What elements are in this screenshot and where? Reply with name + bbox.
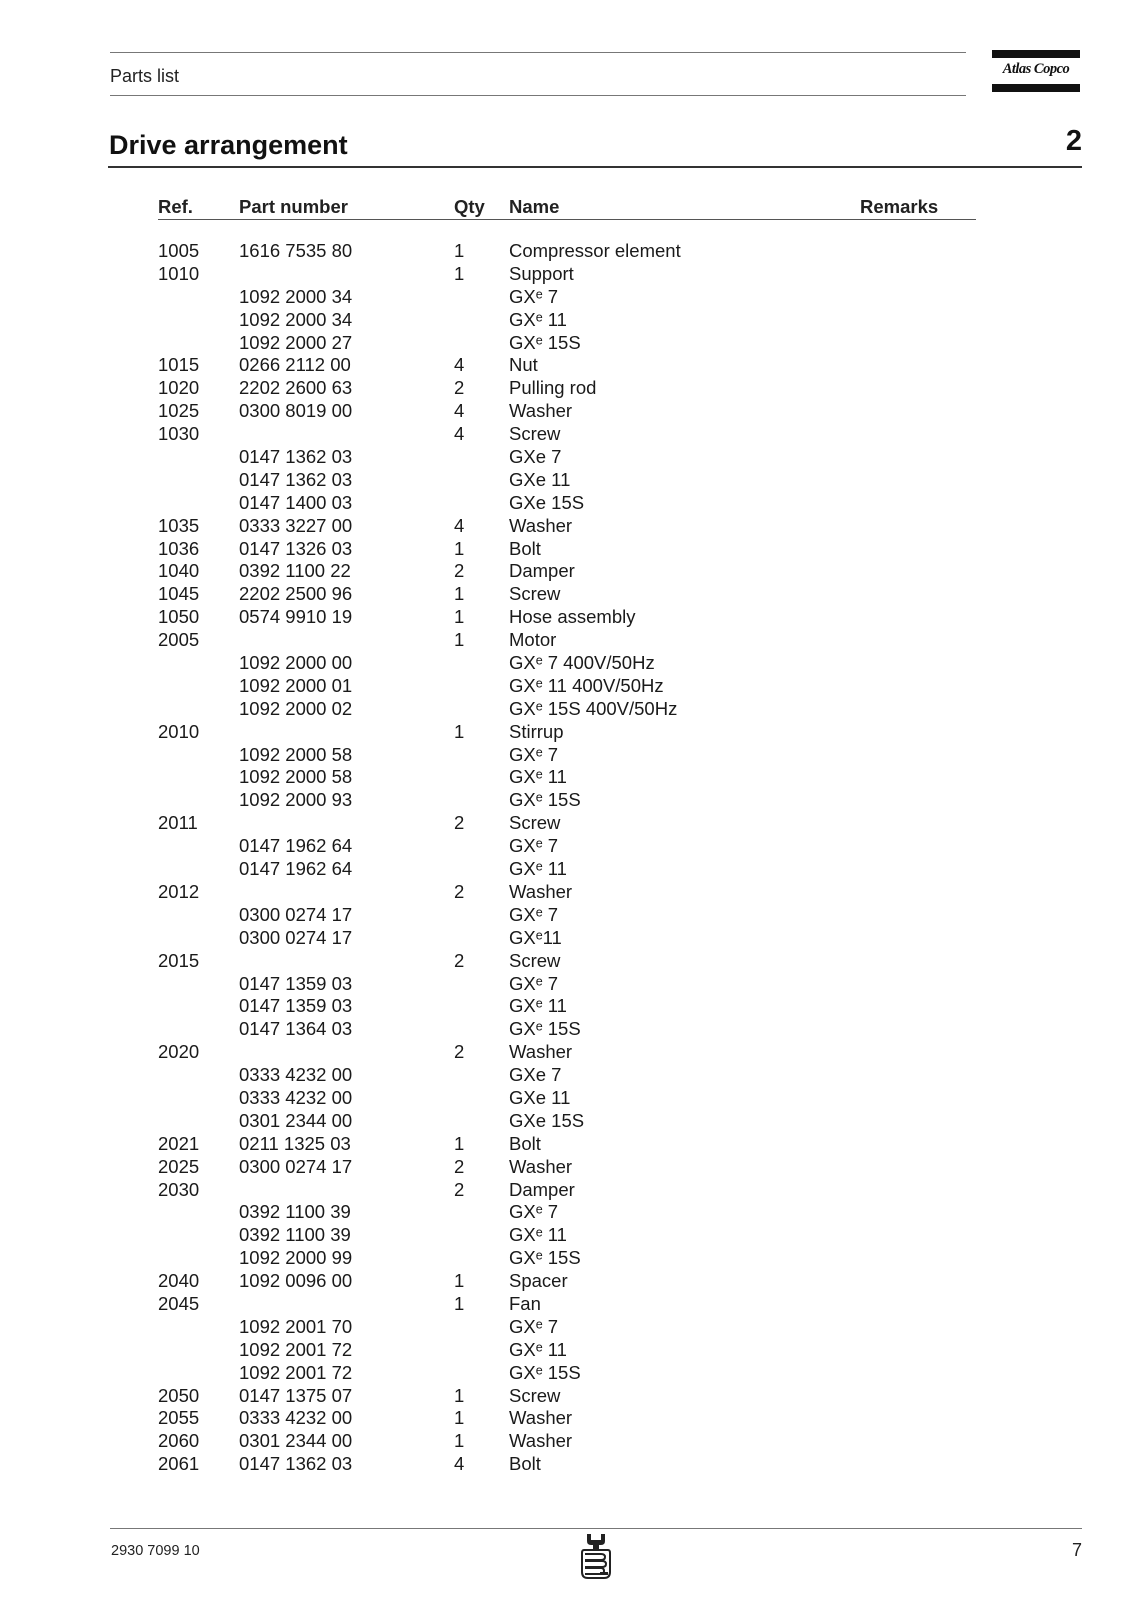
part-number-cell: 1092 2000 00 — [239, 652, 353, 674]
ref-cell: 1036 — [158, 537, 200, 559]
part-number-cell: 0147 1359 03 — [239, 995, 353, 1017]
table-row — [0, 1041, 1131, 1064]
ref-cell: 2050 — [158, 1384, 200, 1406]
part-number-cell: 1092 2000 93 — [239, 789, 353, 811]
qty-cell: 1 — [454, 240, 465, 261]
ref-cell: 1005 — [158, 240, 200, 261]
part-number-cell: 0574 9910 19 — [239, 606, 353, 628]
part-number-cell: 0266 2112 00 — [239, 354, 351, 376]
name-cell: Stirrup — [509, 720, 564, 742]
ref-cell: 1015 — [158, 354, 200, 376]
part-number-cell: 1092 2001 72 — [239, 1361, 353, 1383]
table-row — [0, 973, 1131, 996]
name-cell: GXᵉ11 — [509, 926, 562, 948]
table-row — [0, 1339, 1131, 1362]
table-row — [0, 469, 1131, 492]
atlas-copco-logo — [992, 50, 1080, 94]
part-number-cell: 0301 2344 00 — [239, 1430, 353, 1452]
name-cell: Support — [509, 262, 574, 284]
qty-cell: 2 — [454, 880, 465, 902]
ref-cell: 2021 — [158, 1132, 200, 1154]
table-row — [0, 446, 1131, 469]
table-row — [0, 675, 1131, 698]
name-cell: Screw — [509, 583, 561, 605]
table-row — [0, 400, 1131, 423]
table-row — [0, 1293, 1131, 1316]
name-cell: Screw — [509, 1384, 561, 1406]
table-row — [0, 240, 1131, 263]
name-cell: Screw — [509, 812, 561, 834]
part-number-cell: 0392 1100 39 — [239, 1201, 351, 1223]
qty-cell: 1 — [454, 537, 465, 559]
table-row — [0, 881, 1131, 904]
qty-cell: 1 — [454, 583, 465, 605]
header-bottom-rule — [110, 95, 966, 96]
name-cell: Washer — [509, 1430, 573, 1452]
column-header-ref: Ref. — [158, 196, 193, 217]
name-cell: GXᵉ 15S — [509, 1247, 581, 1269]
table-row — [0, 721, 1131, 744]
name-cell: Washer — [509, 880, 573, 902]
qty-cell: 1 — [454, 1430, 465, 1452]
name-cell: GXᵉ 7 — [509, 1201, 559, 1223]
table-row — [0, 766, 1131, 789]
name-cell: GXᵉ 11 — [509, 995, 567, 1017]
name-cell: Pulling rod — [509, 377, 597, 399]
section-rule — [108, 166, 1082, 168]
table-row — [0, 1087, 1131, 1110]
name-cell: Damper — [509, 560, 575, 582]
name-cell: Fan — [509, 1292, 541, 1314]
qty-cell: 1 — [454, 720, 465, 742]
name-cell: GXᵉ 7 — [509, 972, 559, 994]
part-number-cell: 0333 4232 00 — [239, 1086, 353, 1108]
qty-cell: 2 — [454, 560, 465, 582]
name-cell: Washer — [509, 1155, 573, 1177]
qty-cell: 2 — [454, 949, 465, 971]
table-row — [0, 1110, 1131, 1133]
ref-cell: 2040 — [158, 1270, 200, 1292]
column-header-rule — [158, 219, 976, 220]
name-cell: GXᵉ 11 — [509, 308, 567, 330]
table-row — [0, 606, 1131, 629]
column-header-remarks: Remarks — [860, 196, 939, 217]
table-row — [0, 1316, 1131, 1339]
qty-cell: 2 — [454, 1178, 465, 1200]
part-number-cell: 0300 0274 17 — [239, 926, 353, 948]
table-row — [0, 515, 1131, 538]
part-number-cell: 1092 2000 58 — [239, 743, 353, 765]
logo-top-bar — [992, 50, 1080, 58]
ref-cell: 1050 — [158, 606, 200, 628]
name-cell: Screw — [509, 949, 561, 971]
part-number-cell: 1092 2000 02 — [239, 697, 353, 719]
name-cell: GXe 15S — [509, 1109, 585, 1131]
name-cell: GXᵉ 7 — [509, 285, 559, 307]
name-cell: Screw — [509, 423, 561, 445]
part-number-cell: 1092 2000 01 — [239, 674, 353, 696]
part-number-cell: 1092 2000 27 — [239, 331, 353, 353]
ref-cell: 2025 — [158, 1155, 200, 1177]
table-row — [0, 858, 1131, 881]
part-number-cell: 0211 1325 03 — [239, 1132, 351, 1154]
table-row — [0, 1362, 1131, 1385]
table-row — [0, 789, 1131, 812]
ref-cell: 2060 — [158, 1430, 200, 1452]
parts-table — [0, 240, 1131, 1476]
name-cell: GXᵉ 15S — [509, 331, 581, 353]
part-number-cell: 0147 1364 03 — [239, 1018, 353, 1040]
name-cell: Bolt — [509, 1453, 541, 1475]
ref-cell: 1045 — [158, 583, 200, 605]
name-cell: GXe 7 — [509, 446, 562, 468]
part-number-cell: 1092 2000 34 — [239, 285, 353, 307]
table-row — [0, 812, 1131, 835]
part-number-cell: 1092 2000 58 — [239, 766, 353, 788]
table-row — [0, 1247, 1131, 1270]
name-cell: GXe 11 — [509, 468, 571, 490]
section-number: 2 — [1065, 125, 1082, 157]
table-row — [0, 950, 1131, 973]
part-number-cell: 0300 0274 17 — [239, 903, 353, 925]
qty-cell: 4 — [454, 354, 465, 376]
name-cell: GXᵉ 7 400V/50Hz — [509, 652, 655, 674]
ref-cell: 2010 — [158, 720, 200, 742]
part-number-cell: 1092 2000 34 — [239, 308, 353, 330]
table-row — [0, 309, 1131, 332]
qty-cell: 4 — [454, 423, 465, 445]
table-row — [0, 1270, 1131, 1293]
table-row — [0, 1201, 1131, 1224]
table-row — [0, 423, 1131, 446]
table-row — [0, 1453, 1131, 1476]
table-row — [0, 354, 1131, 377]
part-number-cell: 0147 1962 64 — [239, 835, 353, 857]
ref-cell: 2011 — [158, 812, 198, 834]
name-cell: Bolt — [509, 537, 541, 559]
part-number-cell: 1092 0096 00 — [239, 1270, 353, 1292]
ref-cell: 1030 — [158, 423, 200, 445]
footer-page-number: 7 — [1071, 1540, 1082, 1560]
name-cell: GXᵉ 15S — [509, 1361, 581, 1383]
part-number-cell: 0147 1362 03 — [239, 468, 353, 490]
part-number-cell: 2202 2600 63 — [239, 377, 353, 399]
part-number-cell: 0147 1359 03 — [239, 972, 353, 994]
mechanic-wrench-icon — [576, 1532, 616, 1580]
qty-cell: 1 — [454, 1384, 465, 1406]
table-row — [0, 629, 1131, 652]
qty-cell: 1 — [454, 629, 465, 651]
name-cell: Washer — [509, 514, 573, 536]
table-row — [0, 995, 1131, 1018]
table-row — [0, 904, 1131, 927]
part-number-cell: 2202 2500 96 — [239, 583, 353, 605]
table-row — [0, 1018, 1131, 1041]
name-cell: GXᵉ 11 — [509, 1338, 567, 1360]
name-cell: GXᵉ 7 — [509, 743, 559, 765]
qty-cell: 4 — [454, 1453, 465, 1475]
part-number-cell: 1616 7535 80 — [239, 240, 353, 261]
part-number-cell: 0333 4232 00 — [239, 1407, 353, 1429]
table-row — [0, 263, 1131, 286]
column-header-qty: Qty — [454, 196, 485, 217]
name-cell: Bolt — [509, 1132, 541, 1154]
part-number-cell: 0333 3227 00 — [239, 514, 353, 536]
qty-cell: 2 — [454, 812, 465, 834]
table-row — [0, 1133, 1131, 1156]
ref-cell: 2061 — [158, 1453, 200, 1475]
qty-cell: 2 — [454, 377, 465, 399]
table-row — [0, 332, 1131, 355]
ref-cell: 1040 — [158, 560, 200, 582]
table-row — [0, 652, 1131, 675]
table-row — [0, 1224, 1131, 1247]
table-row — [0, 492, 1131, 515]
part-number-cell: 0333 4232 00 — [239, 1064, 353, 1086]
footer-doc-number: 2930 7099 10 — [111, 1543, 200, 1559]
part-number-cell: 0300 8019 00 — [239, 400, 353, 422]
table-row — [0, 1064, 1131, 1087]
name-cell: Washer — [509, 1041, 573, 1063]
ref-cell: 2005 — [158, 629, 200, 651]
ref-cell: 1025 — [158, 400, 200, 422]
name-cell: Spacer — [509, 1270, 568, 1292]
name-cell: Hose assembly — [509, 606, 636, 628]
name-cell: GXᵉ 11 — [509, 766, 567, 788]
ref-cell: 2020 — [158, 1041, 200, 1063]
name-cell: GXᵉ 15S — [509, 1018, 581, 1040]
name-cell: GXᵉ 11 — [509, 858, 567, 880]
qty-cell: 1 — [454, 606, 465, 628]
ref-cell: 2015 — [158, 949, 200, 971]
part-number-cell: 1092 2000 99 — [239, 1247, 353, 1269]
part-number-cell: 0147 1375 07 — [239, 1384, 353, 1406]
name-cell: GXe 15S — [509, 491, 585, 513]
table-row — [0, 286, 1131, 309]
part-number-cell: 0147 1362 03 — [239, 446, 353, 468]
name-cell: GXᵉ 7 — [509, 835, 559, 857]
name-cell: GXᵉ 7 — [509, 1315, 559, 1337]
part-number-cell: 1092 2001 72 — [239, 1338, 353, 1360]
name-cell: Damper — [509, 1178, 575, 1200]
table-row — [0, 1179, 1131, 1202]
ref-cell: 2012 — [158, 880, 200, 902]
qty-cell: 2 — [454, 1155, 465, 1177]
table-row — [0, 1430, 1131, 1453]
part-number-cell: 0300 0274 17 — [239, 1155, 353, 1177]
qty-cell: 1 — [454, 1292, 465, 1314]
logo-text: Atlas Copco — [1002, 61, 1070, 77]
table-row — [0, 744, 1131, 767]
table-row — [0, 698, 1131, 721]
part-number-cell: 0392 1100 39 — [239, 1224, 351, 1246]
table-row — [0, 1407, 1131, 1430]
table-row — [0, 538, 1131, 561]
column-header-part-number: Part number — [239, 196, 348, 217]
name-cell: GXᵉ 15S — [509, 789, 581, 811]
name-cell: Motor — [509, 629, 557, 651]
table-row — [0, 1385, 1131, 1408]
part-number-cell: 0147 1362 03 — [239, 1453, 353, 1475]
qty-cell: 2 — [454, 1041, 465, 1063]
ref-cell: 1010 — [158, 262, 200, 284]
qty-cell: 1 — [454, 1132, 465, 1154]
table-row — [0, 927, 1131, 950]
footer-rule — [110, 1528, 1082, 1529]
table-row — [0, 583, 1131, 606]
qty-cell: 4 — [454, 400, 465, 422]
part-number-cell: 0147 1962 64 — [239, 858, 353, 880]
name-cell: GXᵉ 7 — [509, 903, 559, 925]
header-top-rule — [110, 52, 966, 53]
part-number-cell: 0147 1400 03 — [239, 491, 353, 513]
name-cell: GXe 7 — [509, 1064, 562, 1086]
table-row — [0, 835, 1131, 858]
name-cell: Nut — [509, 354, 538, 376]
name-cell: GXᵉ 11 400V/50Hz — [509, 674, 664, 696]
part-number-cell: 1092 2001 70 — [239, 1315, 353, 1337]
name-cell: Washer — [509, 1407, 573, 1429]
qty-cell: 4 — [454, 514, 465, 536]
qty-cell: 1 — [454, 1407, 465, 1429]
qty-cell: 1 — [454, 262, 465, 284]
column-header-name: Name — [509, 196, 560, 217]
ref-cell: 1020 — [158, 377, 200, 399]
qty-cell: 1 — [454, 1270, 465, 1292]
table-row — [0, 560, 1131, 583]
header-title: Parts list — [110, 66, 180, 86]
name-cell: GXᵉ 15S 400V/50Hz — [509, 697, 678, 719]
ref-cell: 2030 — [158, 1178, 200, 1200]
part-number-cell: 0147 1326 03 — [239, 537, 353, 559]
section-title: Drive arrangement — [109, 130, 348, 160]
name-cell: Compressor element — [509, 240, 681, 261]
part-number-cell: 0301 2344 00 — [239, 1109, 353, 1131]
name-cell: Washer — [509, 400, 573, 422]
name-cell: GXe 11 — [509, 1086, 571, 1108]
ref-cell: 1035 — [158, 514, 200, 536]
logo-bottom-bar — [992, 84, 1080, 92]
ref-cell: 2055 — [158, 1407, 200, 1429]
ref-cell: 2045 — [158, 1292, 200, 1314]
table-row — [0, 377, 1131, 400]
table-row — [0, 1156, 1131, 1179]
part-number-cell: 0392 1100 22 — [239, 560, 351, 582]
name-cell: GXᵉ 11 — [509, 1224, 567, 1246]
